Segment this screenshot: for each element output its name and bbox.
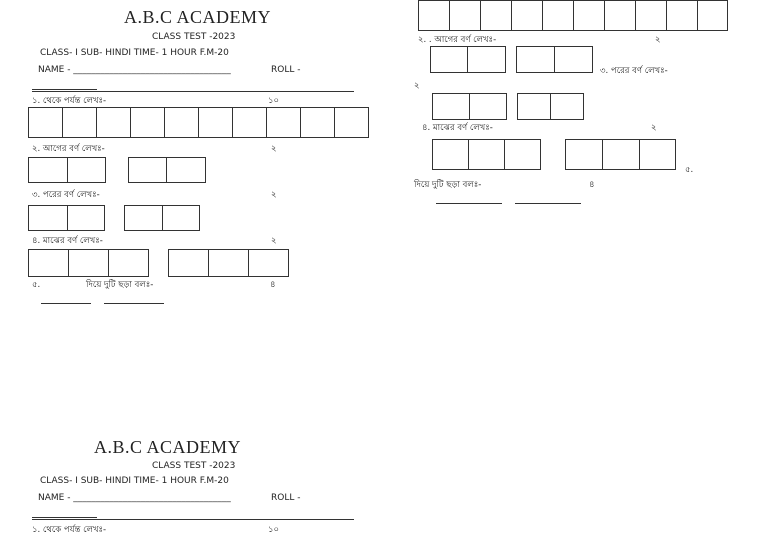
question-2-boxes-b — [128, 157, 206, 183]
question-5-label: দিয়ে দুটি ছড়া বলঃ- — [86, 280, 154, 290]
right-question-2-boxes-a — [430, 46, 506, 73]
right-answer-blank-2 — [515, 203, 581, 204]
right-question-2-boxes-b — [516, 46, 593, 73]
bottom-name-field-label: NAME - ___________________________________ — [38, 493, 231, 503]
academy-title: A.B.C ACADEMY — [124, 7, 272, 27]
question-4-label: ৪. মাঝের বর্ণ লেখঃ- — [32, 236, 103, 246]
question-4-boxes-b — [168, 249, 289, 277]
question-3-boxes-b — [124, 205, 200, 231]
question-3-boxes-a — [28, 205, 105, 231]
bottom-question-1-marks: ১০ — [268, 525, 280, 535]
right-answer-blank-1 — [436, 203, 502, 204]
header-divider — [32, 91, 354, 92]
name-field-label: NAME - ___________________________________ — [38, 65, 231, 75]
bottom-class-info: CLASS- I SUB- HINDI TIME- 1 HOUR F.M-20 — [40, 476, 229, 486]
question-4-boxes-a — [28, 249, 149, 277]
right-question-5-number: ৫. — [685, 165, 694, 175]
bottom-academy-title: A.B.C ACADEMY — [94, 437, 242, 457]
right-question-3-marks: ২ — [414, 81, 420, 91]
question-2-boxes-a — [28, 157, 106, 183]
right-question-4-boxes-a — [432, 139, 541, 170]
right-question-1-boxes — [418, 0, 728, 31]
question-2-label: ২. আগের বর্ণ লেখঃ- — [32, 144, 105, 154]
question-4-marks: ২ — [271, 236, 277, 246]
right-question-4-label: ৪. মাঝের বর্ণ লেখঃ- — [422, 123, 493, 133]
test-subtitle: CLASS TEST -2023 — [152, 32, 236, 42]
question-5-marks: ৪ — [270, 280, 276, 290]
class-info: CLASS- I SUB- HINDI TIME- 1 HOUR F.M-20 — [40, 48, 229, 58]
question-1-boxes — [28, 107, 369, 138]
right-question-2-label: ২. . আগের বর্ণ লেখঃ- — [418, 35, 497, 45]
answer-blank-2 — [104, 303, 164, 304]
name-underline — [32, 89, 97, 90]
question-1-marks: ১০ — [268, 96, 280, 106]
bottom-roll-label: ROLL - — [271, 493, 301, 503]
right-question-2-marks: ২ — [655, 35, 661, 45]
question-2-marks: ২ — [271, 144, 277, 154]
bottom-test-subtitle: CLASS TEST -2023 — [152, 461, 236, 471]
bottom-question-1-label: ১. থেকে পর্যন্ত লেখঃ- — [32, 525, 107, 535]
bottom-name-underline — [32, 517, 97, 518]
question-3-label: ৩. পরের বর্ণ লেখঃ- — [32, 190, 100, 200]
answer-blank-1 — [41, 303, 91, 304]
right-question-3-boxes-a — [432, 93, 507, 120]
right-question-5-label: দিয়ে দুটি ছড়া বলঃ- — [414, 180, 482, 190]
right-question-3-boxes-b — [517, 93, 584, 120]
question-3-marks: ২ — [271, 190, 277, 200]
bottom-header-divider — [32, 519, 354, 520]
question-5-number: ৫. — [32, 280, 41, 290]
right-question-4-boxes-b — [565, 139, 676, 170]
right-question-5-marks: ৪ — [589, 180, 595, 190]
question-1-label: ১. থেকে পর্যন্ত লেখঃ- — [32, 96, 107, 106]
right-question-3-label: ৩. পরের বর্ণ লেখঃ- — [600, 66, 668, 76]
roll-label: ROLL - — [271, 65, 301, 75]
right-question-4-marks: ২ — [651, 123, 657, 133]
